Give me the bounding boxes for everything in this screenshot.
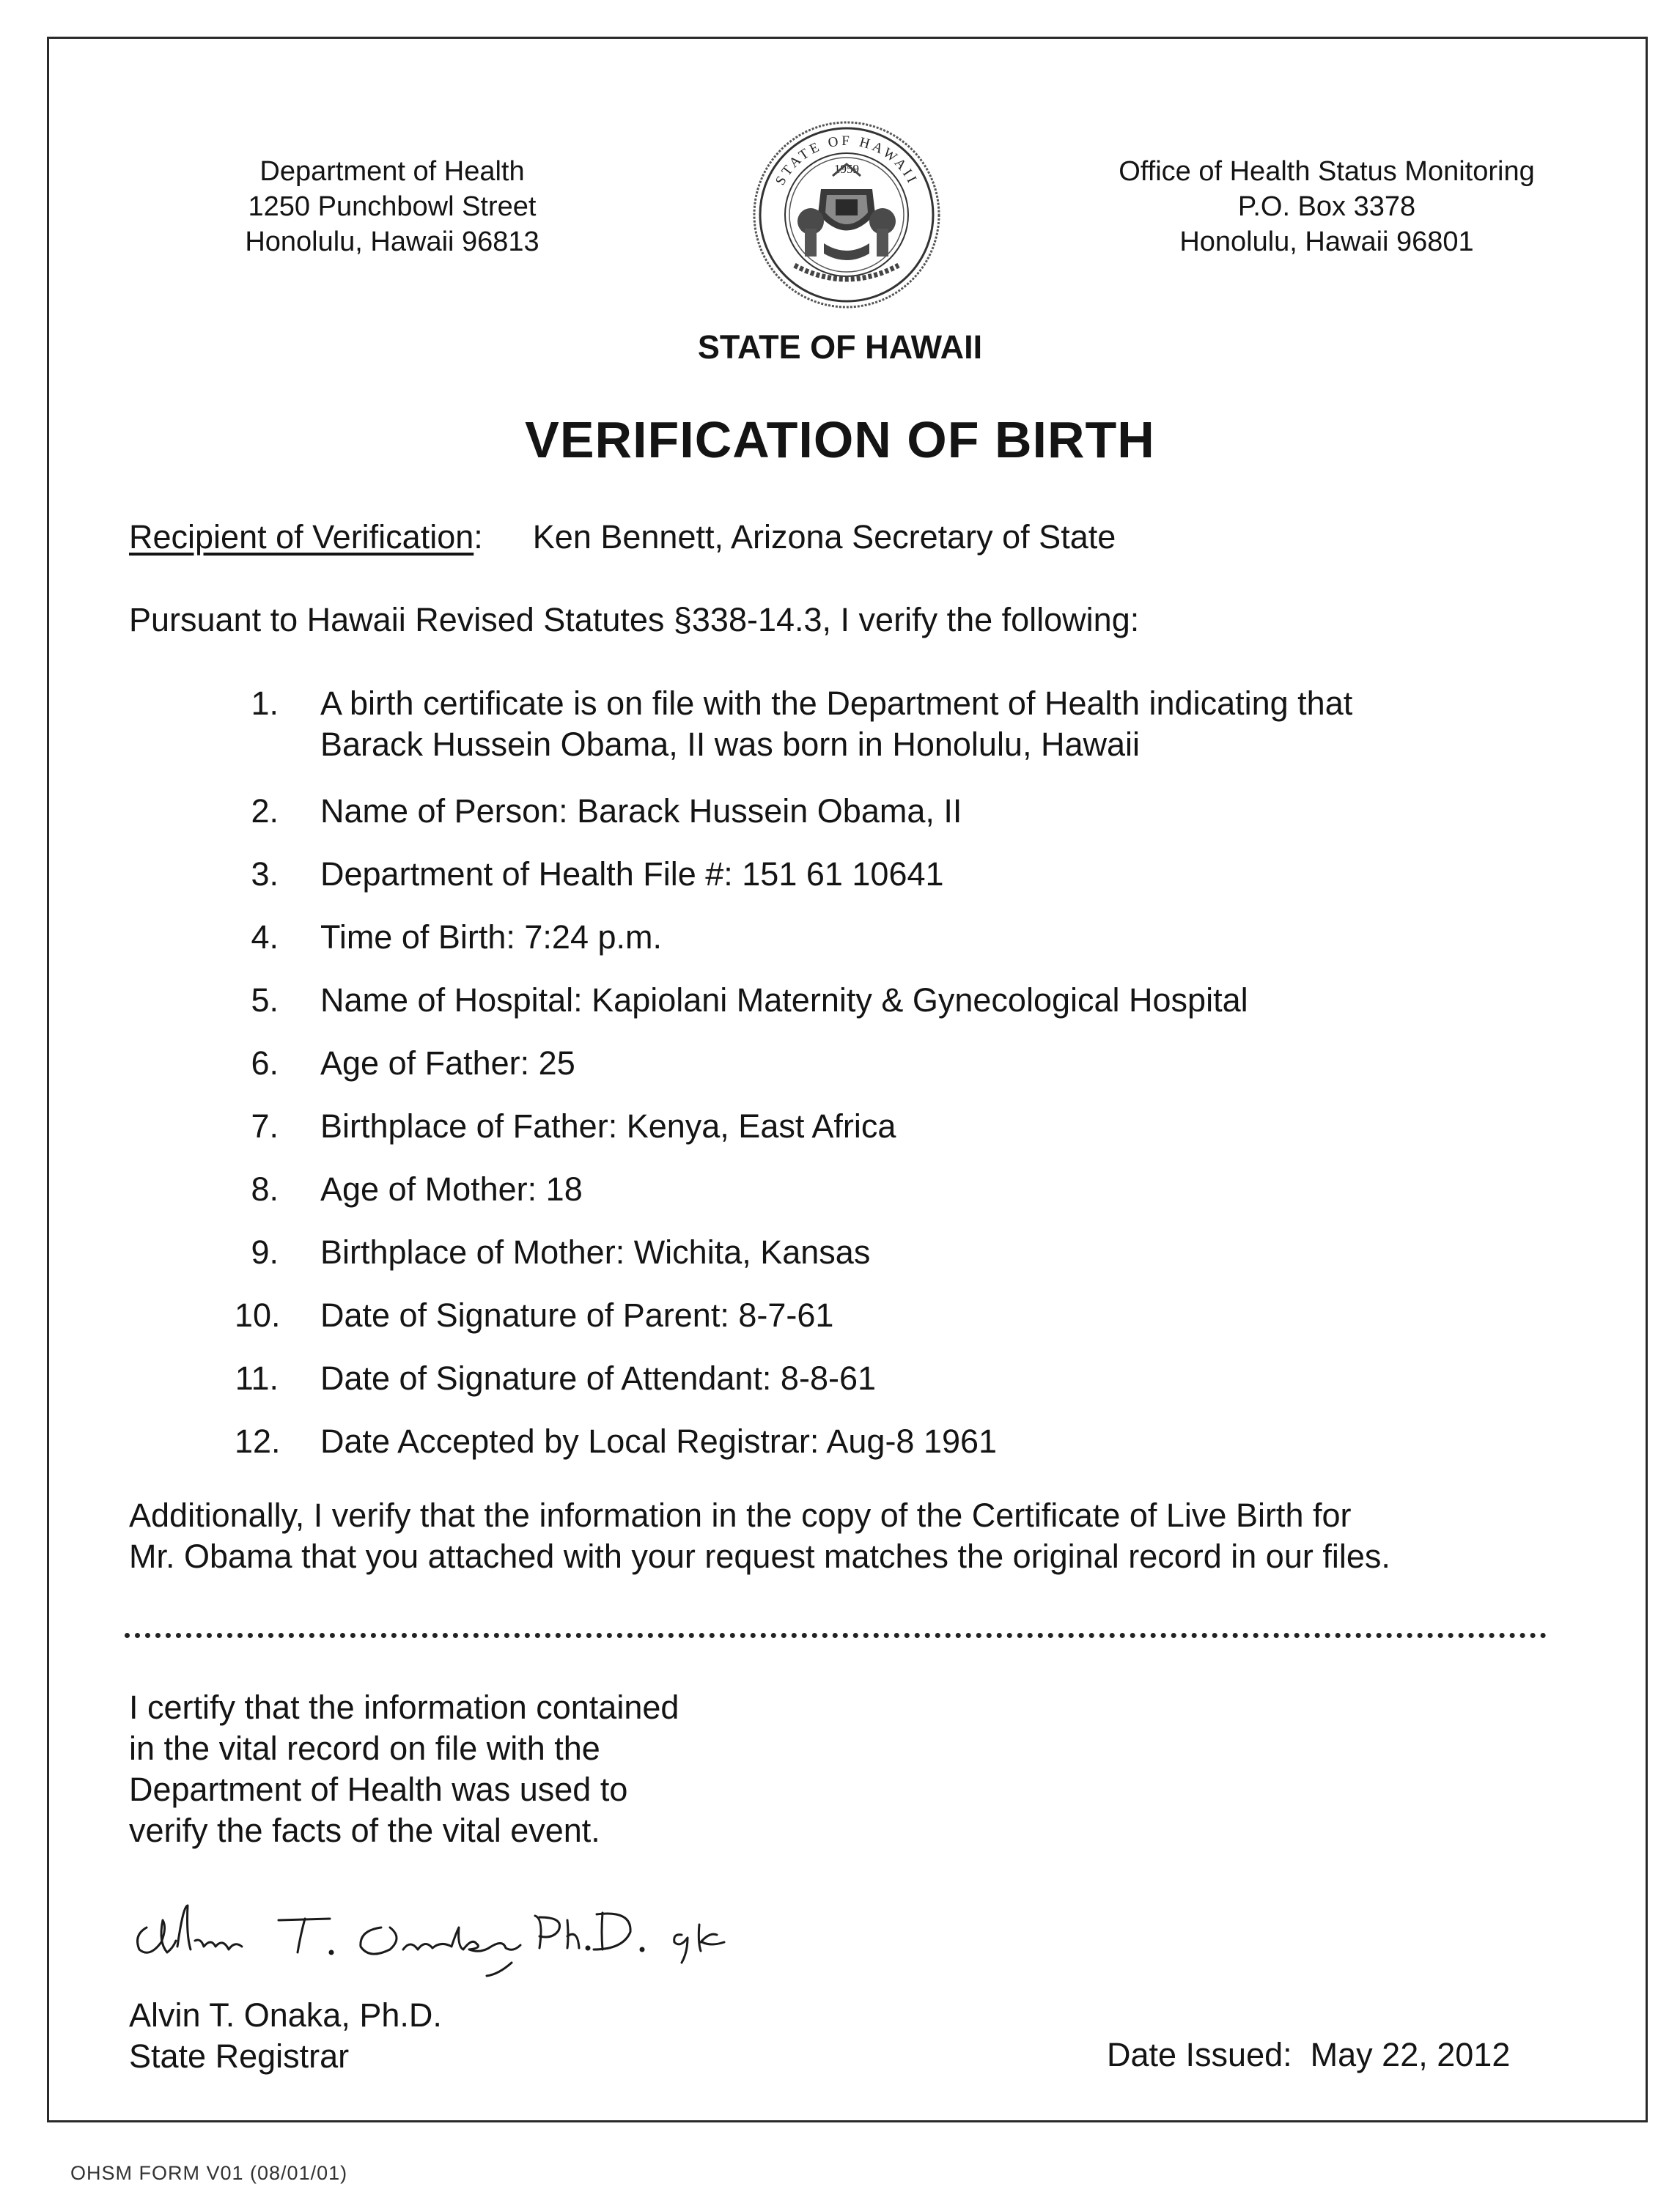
list-item-number: 9. — [251, 1233, 279, 1271]
list-item-text: Department of Health File #: 151 61 10641 — [320, 855, 944, 893]
date-issued-label: Date Issued: — [1107, 2036, 1292, 2073]
additional-verification — [129, 1495, 1595, 1577]
dotted-separator — [125, 1633, 1547, 1638]
signer-block — [129, 1995, 442, 2077]
form-identifier: OHSM FORM V01 (08/01/01) — [70, 2162, 348, 2184]
certify-line2: in the vital record on file with the — [129, 1730, 600, 1767]
list-item-text — [320, 683, 1625, 765]
list-item-number: 3. — [251, 855, 279, 893]
handwritten-signature — [125, 1876, 843, 1979]
seal-year: 1959 — [834, 162, 859, 176]
list-item-text: Date of Signature of Attendant: 8-8-61 — [320, 1360, 877, 1397]
office-po-box: P.O. Box 3378 — [1237, 191, 1416, 222]
certify-line3: Department of Health was used to — [129, 1771, 628, 1808]
department-name: Department of Health — [259, 156, 525, 187]
list-item-number: 8. — [251, 1170, 279, 1208]
page-title: VERIFICATION OF BIRTH — [525, 411, 1155, 468]
header-left-address — [169, 154, 616, 259]
svg-text:STATE OF HAWAII — [773, 133, 921, 188]
signer-name: Alvin T. Onaka, Ph.D. — [129, 1996, 442, 2034]
department-city: Honolulu, Hawaii 96813 — [245, 226, 539, 257]
signer-title: State Registrar — [129, 2037, 350, 2075]
list-item-text: Date of Signature of Parent: 8-7-61 — [320, 1296, 834, 1334]
seal-arc-text: STATE OF HAWAII — [773, 133, 921, 188]
list-item-text: Birthplace of Mother: Wichita, Kansas — [320, 1233, 871, 1271]
state-name: STATE OF HAWAII — [697, 328, 983, 366]
list-item-text: Date Accepted by Local Registrar: Aug-8 1961 — [320, 1423, 998, 1460]
list-item-number: 5. — [251, 981, 279, 1019]
list-item-text-line1: A birth certificate is on file with the Department of Health indicating that — [320, 685, 1353, 722]
list-item-number: 11. — [235, 1360, 279, 1397]
pursuant-statement: Pursuant to Hawaii Revised Statutes §338-14.3, I verify the following: — [129, 601, 1140, 638]
certification-statement — [129, 1687, 789, 1851]
certify-line4: verify the facts of the vital event. — [129, 1812, 600, 1849]
list-item-text: Birthplace of Father: Kenya, East Africa — [320, 1107, 896, 1145]
list-item-number: 4. — [251, 918, 279, 956]
list-item-number: 1. — [251, 685, 279, 722]
list-item-number: 12. — [235, 1423, 281, 1460]
list-item-text: Time of Birth: 7:24 p.m. — [320, 918, 662, 956]
certify-line1: I certify that the information contained — [129, 1689, 679, 1726]
list-item-text: Age of Father: 25 — [320, 1044, 575, 1082]
list-item-text: Age of Mother: 18 — [320, 1170, 583, 1208]
list-item-number: 10. — [235, 1296, 281, 1334]
additional-line1: Additionally, I verify that the information in the copy of the Certificate of Live Birth for — [129, 1497, 1352, 1534]
additional-line2: Mr. Obama that you attached with your request matches the original record in our files. — [129, 1538, 1390, 1575]
recipient-line — [129, 517, 1116, 558]
recipient-label: Recipient of Verification — [129, 518, 474, 556]
list-item-number: 7. — [251, 1107, 279, 1145]
recipient-value: Ken Bennett, Arizona Secretary of State — [532, 518, 1116, 556]
list-item-text: Name of Hospital: Kapiolani Maternity & Gynecological Hospital — [320, 981, 1248, 1019]
date-issued-value: May 22, 2012 — [1310, 2036, 1511, 2073]
date-issued — [1107, 2035, 1510, 2076]
list-item-number: 6. — [251, 1044, 279, 1082]
recipient-colon: : — [474, 518, 483, 556]
office-city: Honolulu, Hawaii 96801 — [1179, 226, 1474, 257]
office-name: Office of Health Status Monitoring — [1119, 156, 1535, 187]
list-item-number: 2. — [251, 792, 279, 830]
department-street: 1250 Punchbowl Street — [248, 191, 537, 222]
list-item-text-line2: Barack Hussein Obama, II was born in Honolulu, Hawaii — [320, 726, 1141, 763]
state-seal-icon — [751, 119, 943, 311]
list-item-text: Name of Person: Barack Hussein Obama, II — [320, 792, 962, 830]
header-right-address — [1041, 154, 1613, 259]
